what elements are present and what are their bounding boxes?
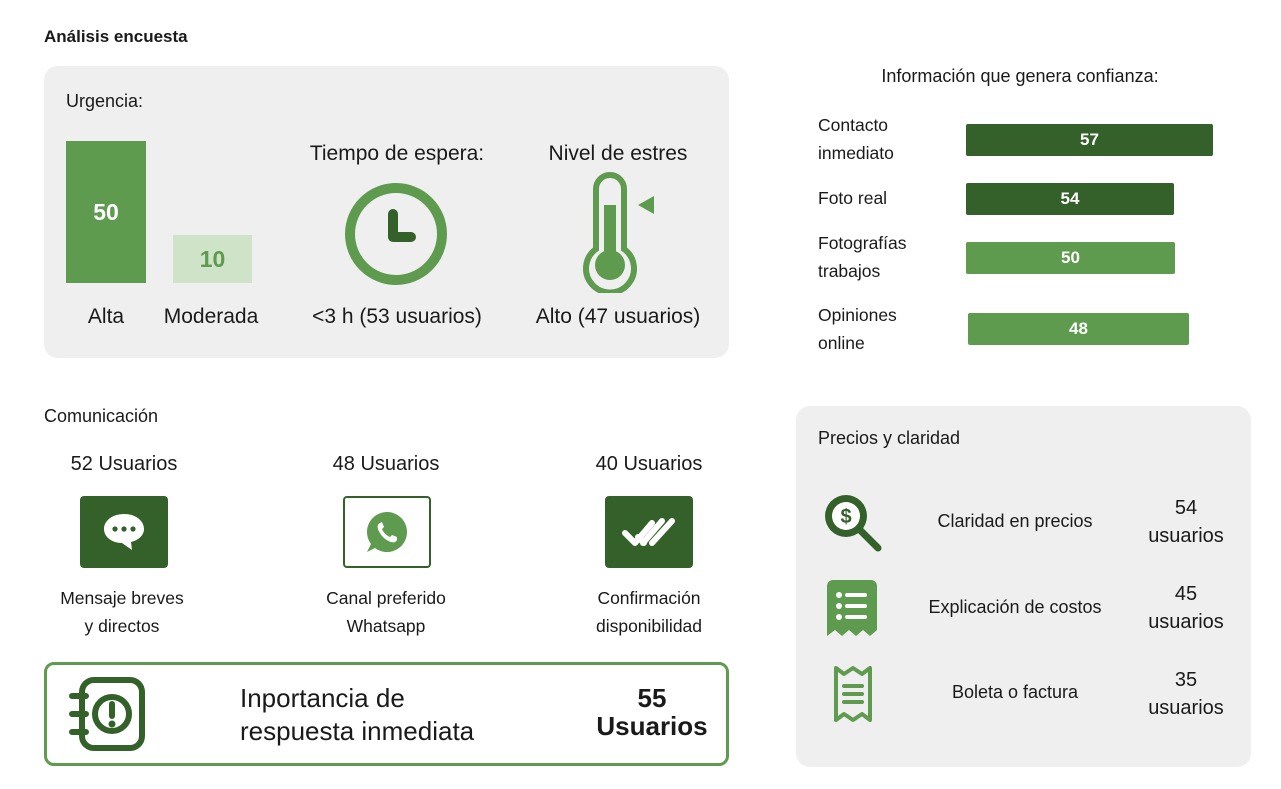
price-num: 54: [1174, 497, 1198, 519]
trust-bar-value: 48: [1069, 319, 1088, 338]
trust-bar-fotografias: [966, 242, 1175, 274]
svg-text:$: $: [840, 506, 852, 528]
price-unit: usuarios: [1148, 525, 1224, 547]
price-search-icon: [822, 492, 884, 554]
com-card: [80, 496, 168, 568]
price-label: Claridad en precios: [937, 511, 1093, 531]
wait-heading: Tiempo de espera:: [309, 142, 485, 165]
response-text: [240, 682, 474, 748]
com-desc: [306, 584, 466, 640]
com-desc: [40, 584, 204, 640]
trust-label: [818, 301, 897, 357]
bar-alta: [66, 141, 146, 283]
com-desc: [569, 584, 729, 640]
double-check-icon: [622, 515, 676, 549]
bar-moderada-value: 10: [199, 245, 226, 272]
price-num: 45: [1174, 583, 1198, 605]
trust-label-line1: Opiniones: [818, 305, 897, 325]
price-value: [1136, 580, 1236, 636]
trust-bar-value: 54: [1060, 189, 1080, 208]
response-num: 55: [637, 683, 667, 713]
price-label: Explicación de costos: [928, 597, 1102, 617]
trust-label: [818, 111, 894, 167]
price-num: 35: [1174, 669, 1198, 691]
trust-label-line2: trabajos: [818, 261, 881, 281]
whatsapp-icon: [363, 508, 411, 556]
price-unit: usuarios: [1148, 611, 1224, 633]
com-card: [605, 496, 693, 568]
trust-bar-contacto: [966, 124, 1213, 156]
stress-heading: Nivel de estres: [548, 142, 688, 165]
bar-alta-value: 50: [93, 198, 119, 225]
com-count: 52 Usuarios: [70, 453, 178, 475]
communication-title: Comunicación: [44, 406, 159, 426]
urgency-label: Urgencia:: [66, 91, 144, 111]
com-desc-line2: y directos: [84, 616, 160, 636]
trust-label: [818, 184, 887, 212]
response-unit: Usuarios: [596, 711, 708, 741]
com-desc-line1: Confirmación: [597, 588, 701, 608]
com-desc-line1: Mensaje breves: [60, 588, 184, 608]
invoice-icon: [832, 664, 874, 724]
trust-label: [818, 229, 907, 285]
trust-bar-value: 57: [1080, 130, 1099, 149]
list-receipt-icon: [825, 578, 879, 638]
alert-notebook-icon: [68, 674, 148, 754]
thermometer-icon: [580, 171, 660, 293]
prices-title: Precios y claridad: [818, 428, 961, 448]
trust-bar-value: 50: [1061, 248, 1080, 267]
stress-caption: Alto (47 usuarios): [535, 305, 701, 328]
price-unit: usuarios: [1148, 697, 1224, 719]
price-value: [1136, 494, 1236, 550]
trust-label-line1: Contacto: [818, 115, 889, 135]
trust-label-line2: inmediato: [818, 143, 894, 163]
trust-bar-foto-real: [966, 183, 1174, 215]
com-count: 48 Usuarios: [332, 453, 440, 475]
com-desc-line1: Canal preferido: [326, 588, 446, 608]
trust-bar-opiniones: [968, 313, 1189, 345]
com-card: [343, 496, 431, 568]
trust-label-line1: Foto real: [818, 188, 888, 208]
com-count: 40 Usuarios: [595, 453, 703, 475]
response-count: [590, 684, 714, 740]
trust-title: Información que genera confianza:: [881, 66, 1159, 86]
com-desc-line2: Whatsapp: [346, 616, 426, 636]
price-value: [1136, 666, 1236, 722]
bar-moderada-label: Moderada: [163, 305, 259, 328]
trust-label-line1: Fotografías: [818, 233, 907, 253]
response-line1: Inportancia de: [240, 683, 405, 713]
price-label: Boleta o factura: [951, 682, 1079, 702]
trust-label-line2: online: [818, 333, 865, 353]
bar-alta-label: Alta: [87, 305, 125, 328]
clock-icon: [343, 181, 449, 287]
bar-moderada: [173, 235, 252, 283]
page-title: Análisis encuesta: [44, 27, 188, 46]
response-line2: respuesta inmediata: [240, 716, 475, 746]
wait-caption: <3 h (53 usuarios): [312, 305, 482, 328]
com-desc-line2: disponibilidad: [595, 616, 703, 636]
chat-bubble-icon: [101, 511, 147, 553]
